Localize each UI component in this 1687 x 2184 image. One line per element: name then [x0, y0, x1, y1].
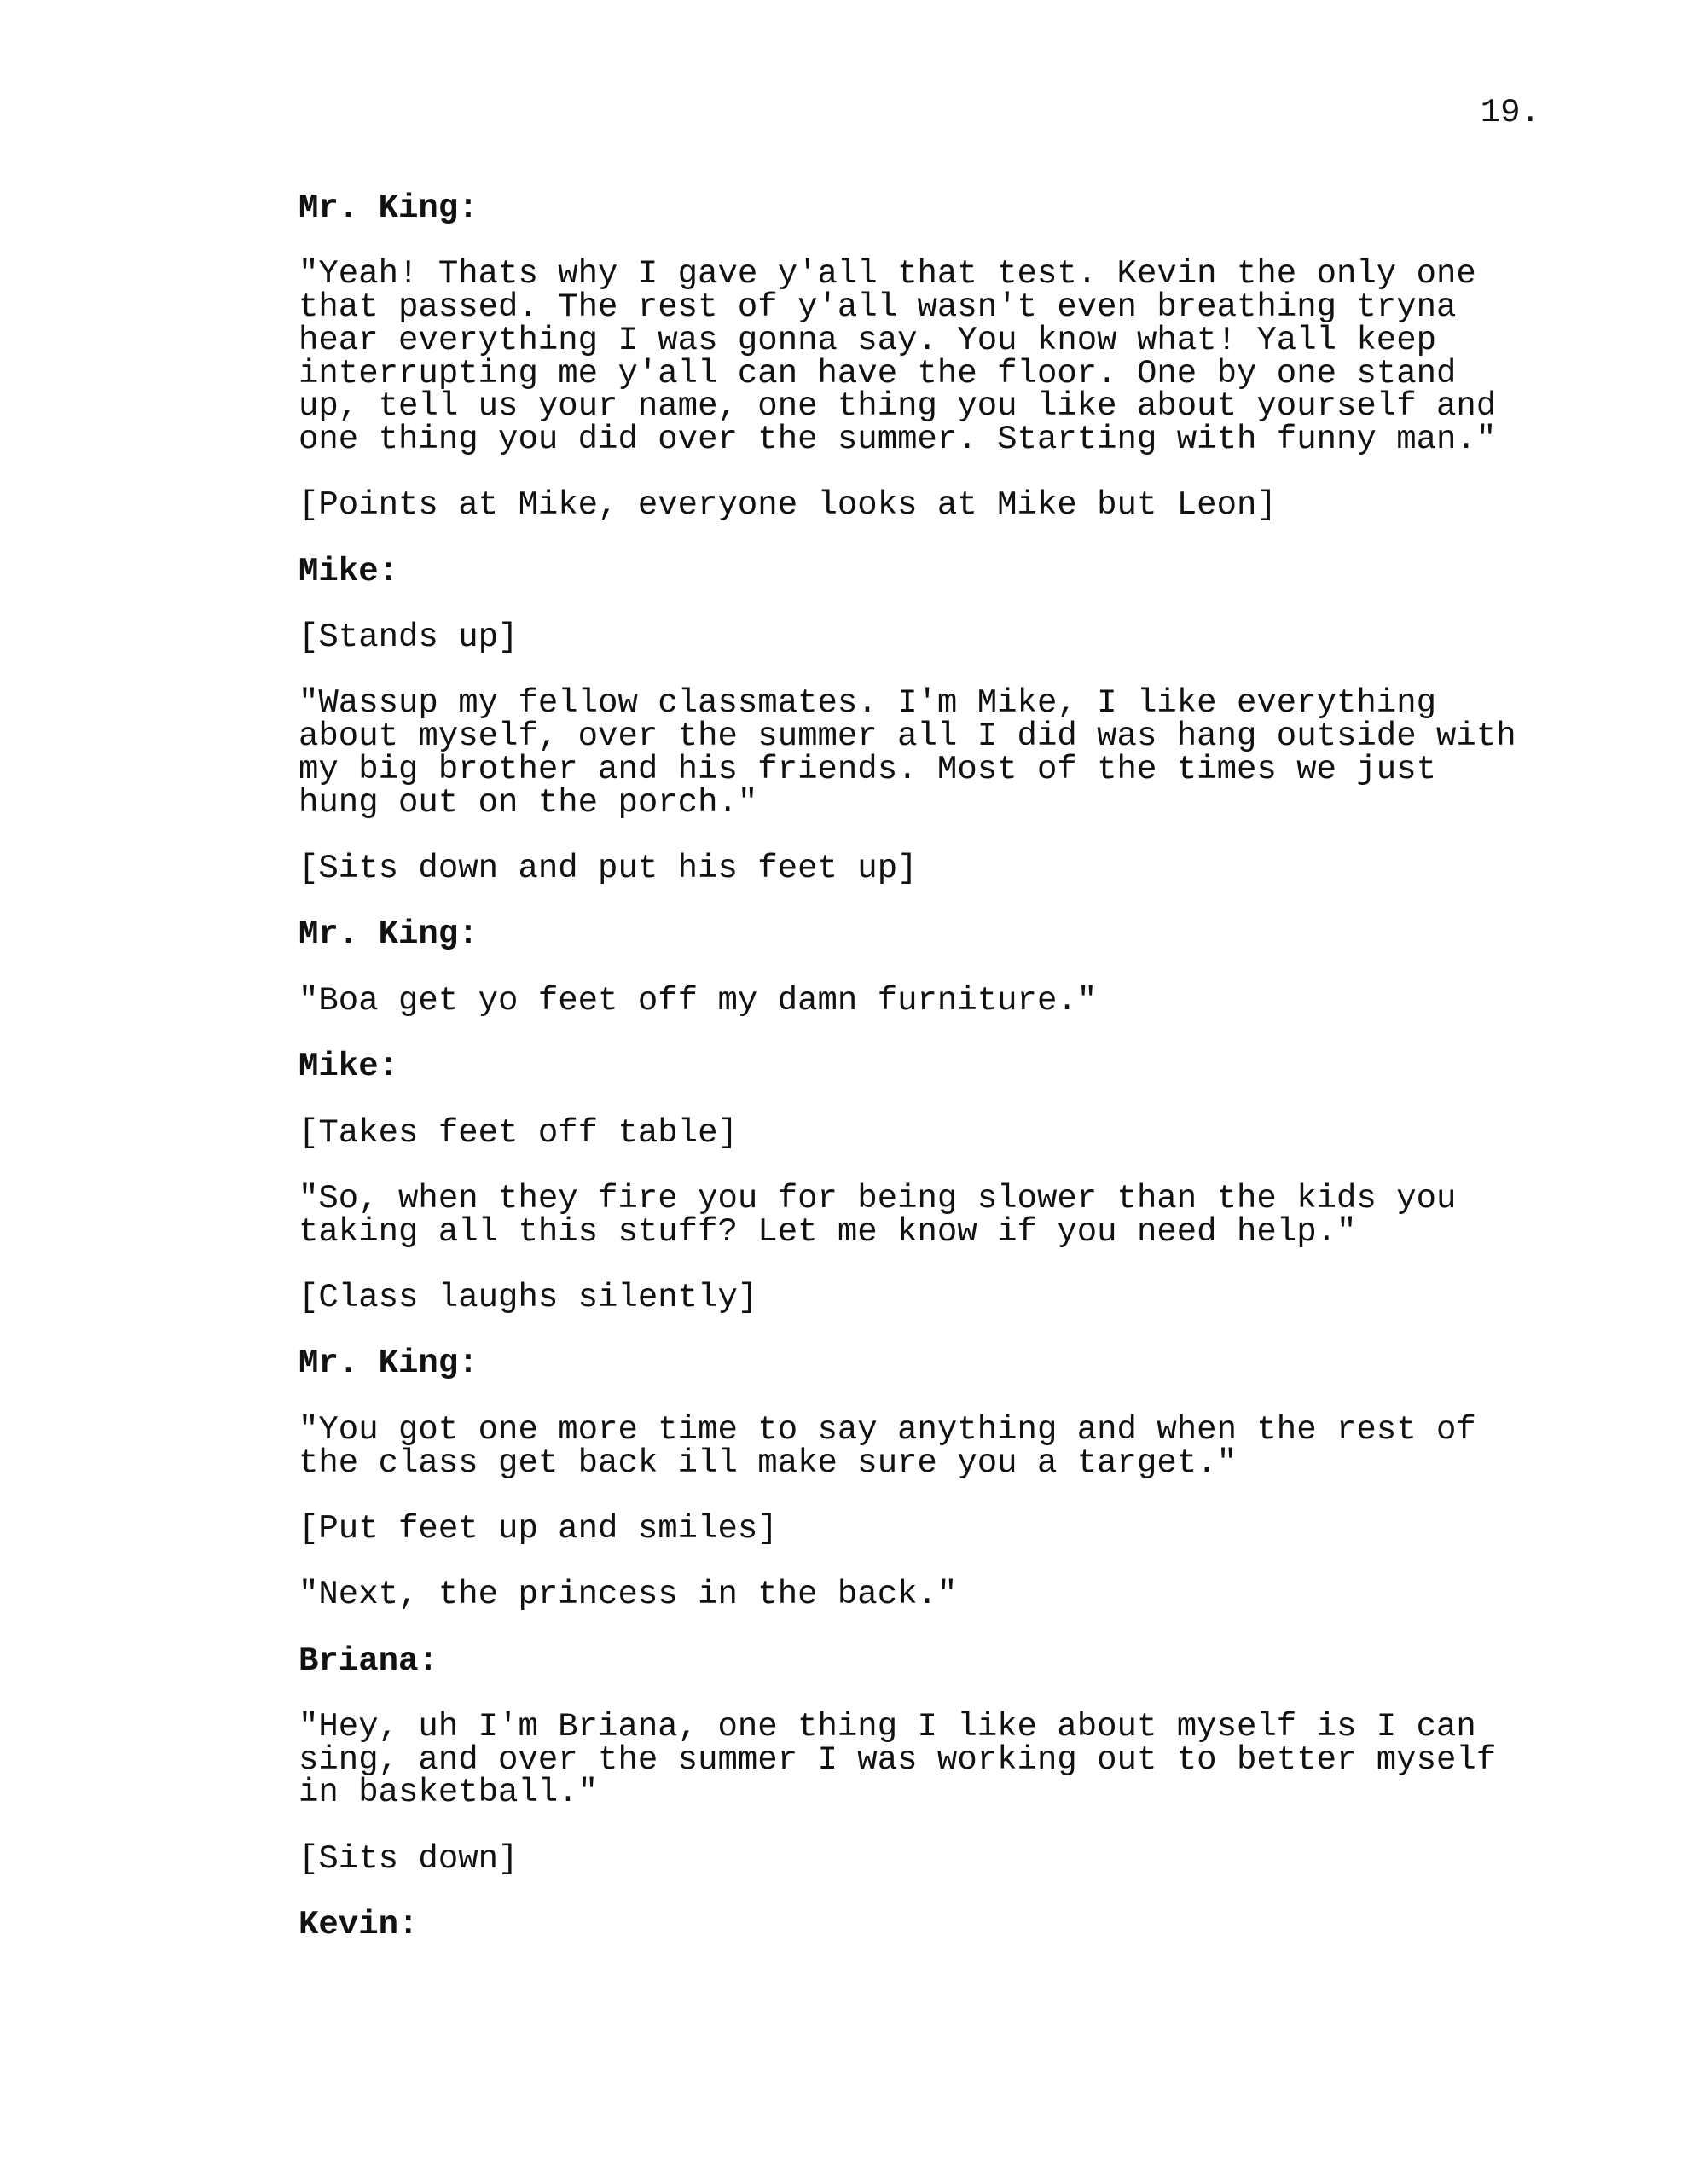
- dialogue-line: "Wassup my fellow classmates. I'm Mike, I like everything about myself, over the summer all I did was hang outside with my big brother and his friends. Most of the times we just hung out on the porch.": [299, 684, 1516, 822]
- stage-direction: [Points at Mike, everyone looks at Mike but Leon]: [299, 486, 1277, 525]
- speaker-name: Mr. King:: [299, 915, 478, 954]
- dialogue-line: "You got one more time to say anything and when the rest of the class get back ill make sure you a target.": [299, 1410, 1476, 1482]
- stage-direction: [Sits down]: [299, 1839, 519, 1878]
- stage-direction: [Class laughs silently]: [299, 1279, 758, 1317]
- speaker-name: Mr. King:: [299, 1345, 478, 1383]
- speaker-name: Briana:: [299, 1641, 438, 1680]
- dialogue-line: "So, when they fire you for being slower than the kids you taking all this stuff? Let me know if you need help.": [299, 1179, 1457, 1251]
- speaker-name: Mike:: [299, 1048, 399, 1086]
- dialogue-line: "Boa get yo feet off my damn furniture.": [299, 981, 1098, 1019]
- dialogue-line: "Hey, uh I'm Briana, one thing I like about myself is I can sing, and over the summer I was working out to better myself in basketball.": [299, 1708, 1497, 1812]
- stage-direction: [Sits down and put his feet up]: [299, 849, 918, 887]
- stage-direction: [Takes feet off table]: [299, 1113, 738, 1152]
- page-number: 19.: [1480, 94, 1540, 131]
- speaker-name: Kevin:: [299, 1906, 419, 1944]
- speaker-name: Mike:: [299, 552, 399, 590]
- stage-direction: [Stands up]: [299, 619, 519, 657]
- dialogue-line: "Yeah! Thats why I gave y'all that test. Kevin the only one that passed. The rest of y'all wasn't even breathing tryna hear everything I was gonna say. You know what! Yall keep interrupting me y'all can have the floor. One by one stand up, tell us your name, one thing you like about yourself and one thing you did over the summer. Starting with funny man.": [299, 255, 1497, 458]
- speaker-name: Mr. King:: [299, 189, 478, 227]
- script-body: [299, 189, 1552, 1975]
- stage-direction: [Put feet up and smiles]: [299, 1509, 778, 1548]
- dialogue-line: "Next, the princess in the back.": [299, 1576, 958, 1614]
